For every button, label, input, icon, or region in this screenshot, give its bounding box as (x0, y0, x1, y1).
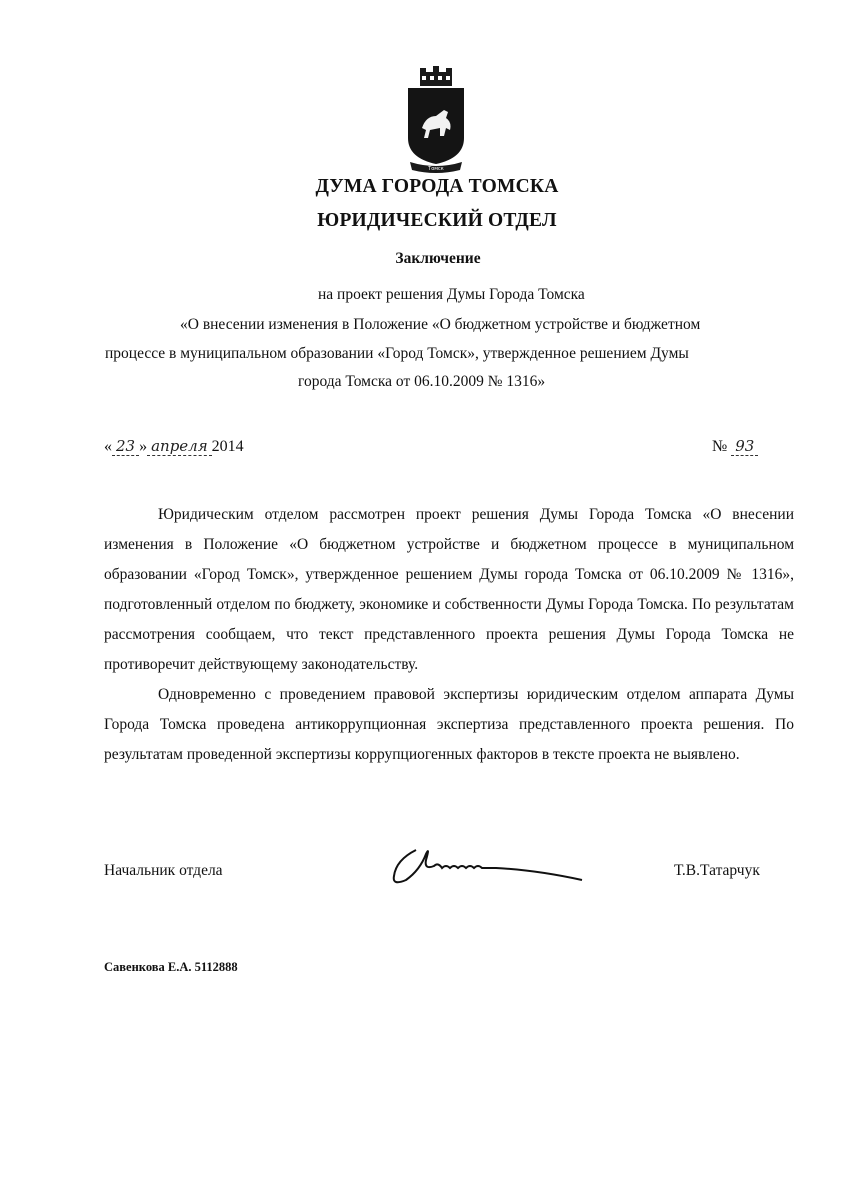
date-day-handwritten: 23 (112, 437, 139, 456)
subject-line-1: на проект решения Думы Города Томска (318, 286, 585, 303)
date-year: 2014 (211, 438, 244, 455)
contact-person: Савенкова Е.А. 5112888 (104, 960, 238, 974)
number-value-handwritten: 93 (731, 437, 758, 456)
date-close-quote: » (139, 438, 148, 455)
subject-line-4: города Томска от 06.10.2009 № 1316» (298, 373, 546, 390)
date-open-quote: « (104, 438, 112, 455)
number-label: № (712, 438, 728, 455)
document-number (712, 437, 758, 456)
body-paragraph-2: Одновременно с проведением правовой экспертизы юридическим отделом аппарата Думы Города Томска проведена антикоррупционная экспертиза представленного проекта решения. По результатам проведенной экспертизы коррупциогенных факторов в тексте проекта не выявлено. (104, 686, 794, 763)
document-type-heading: Заключение (395, 250, 481, 267)
organization-title: ДУМА ГОРОДА ТОМСКА (315, 176, 559, 197)
date-month-handwritten: апреля (147, 437, 212, 456)
body-paragraph-1: Юридическим отделом рассмотрен проект решения Думы Города Томска «О внесении изменения в Положение «О бюджетном устройстве и бюджетном процессе в муниципальном образовании «Город Томск», утвержденное решением Думы города Томска от 06.10.2009 № 1316», подготовленный отделом по бюджету, экономике и собственности Думы Города Томска. По результатам рассмотрения сообщаем, что текст представленного проекта решения Думы Города Томска не противоречит действующему законодательству. (104, 506, 794, 673)
subject-line-2: «О внесении изменения в Положение «О бюджетном устройстве и бюджетном (180, 316, 701, 333)
signatory-title: Начальник отдела (104, 862, 223, 879)
emblem-motto: Томск (428, 166, 444, 172)
signatory-name: Т.В.Татарчук (674, 862, 760, 879)
tomsk-coat-of-arms-emblem (400, 66, 472, 178)
document-date (104, 437, 244, 456)
subject-line-3: процессе в муниципальном образовании «Город Томск», утвержденное решением Думы (105, 345, 689, 362)
handwritten-signature (386, 840, 586, 890)
department-title: ЮРИДИЧЕСКИЙ ОТДЕЛ (317, 210, 557, 231)
